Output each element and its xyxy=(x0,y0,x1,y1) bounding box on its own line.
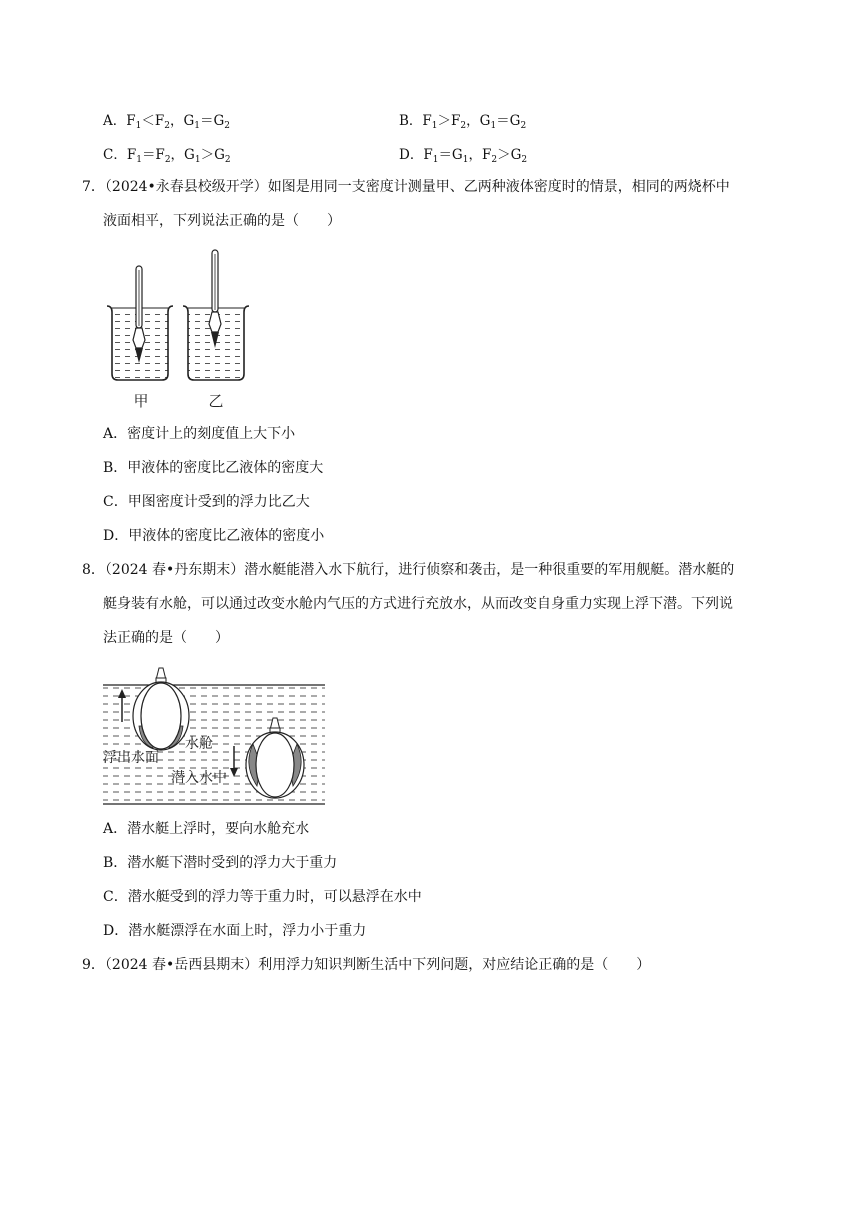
q8-option-a: A．潜水艇上浮时，要向水舱充水 xyxy=(103,821,310,837)
q7-option-c: C．甲图密度计受到的浮力比乙大 xyxy=(103,494,310,510)
q7-option-b: B．甲液体的密度比乙液体的密度大 xyxy=(103,460,324,476)
label-yi: 乙 xyxy=(208,392,224,410)
q8-stem-line-2: 艇身装有水舱，可以通过改变水舱内气压的方式进行充放水，从而改变自身重力实现上浮下潜。下列说 xyxy=(103,596,733,612)
q8-option-d: D．潜水艇漂浮在水面上时，浮力小于重力 xyxy=(103,923,367,939)
q8-option-b: B．潜水艇下潜时受到的浮力大于重力 xyxy=(103,855,338,871)
label-surface: 浮出水面 xyxy=(103,750,159,766)
submarine-figure xyxy=(101,660,327,810)
label-submerge: 潜入水中 xyxy=(171,770,227,786)
label-water-tank: 水舱 xyxy=(185,736,213,752)
q7-stem-line-1: 7．（2024•永春县校级开学）如图是用同一支密度计测量甲、乙两种液体密度时的情景，相同的两烧杯中 xyxy=(82,179,730,195)
submarine-rising xyxy=(133,668,189,750)
q6-option-d: D．$F_1=G_1$，$F_2>G_2$ xyxy=(399,147,528,165)
hydrometer-figure xyxy=(104,248,264,418)
q8-stem-line-3: 法正确的是（ ） xyxy=(103,630,229,646)
q7-option-a: A．密度计上的刻度值上大下小 xyxy=(103,426,296,442)
q7-option-d: D．甲液体的密度比乙液体的密度小 xyxy=(103,528,325,544)
q6-option-b: B．$F_1>F_2$，$G_1=G_2$ xyxy=(399,113,527,131)
q7-stem-line-2: 液面相平，下列说法正确的是（ ） xyxy=(103,213,341,229)
q8-stem-line-1: 8．（2024 春•丹东期末）潜水艇能潜入水下航行，进行侦察和袭击，是一种很重要的军用舰艇。潜水艇的 xyxy=(82,562,735,578)
label-jia: 甲 xyxy=(133,392,149,410)
q8-option-c: C．潜水艇受到的浮力等于重力时，可以悬浮在水中 xyxy=(103,889,422,905)
q6-option-a: A．$F_1<F_2$，$G_1=G_2$ xyxy=(103,113,231,131)
q6-option-c: C．$F_1=F_2$，$G_1>G_2$ xyxy=(103,147,231,165)
q9-stem-line-1: 9．（2024 春•岳西县期末）利用浮力知识判断生活中下列问题，对应结论正确的是（ ） xyxy=(82,957,651,973)
